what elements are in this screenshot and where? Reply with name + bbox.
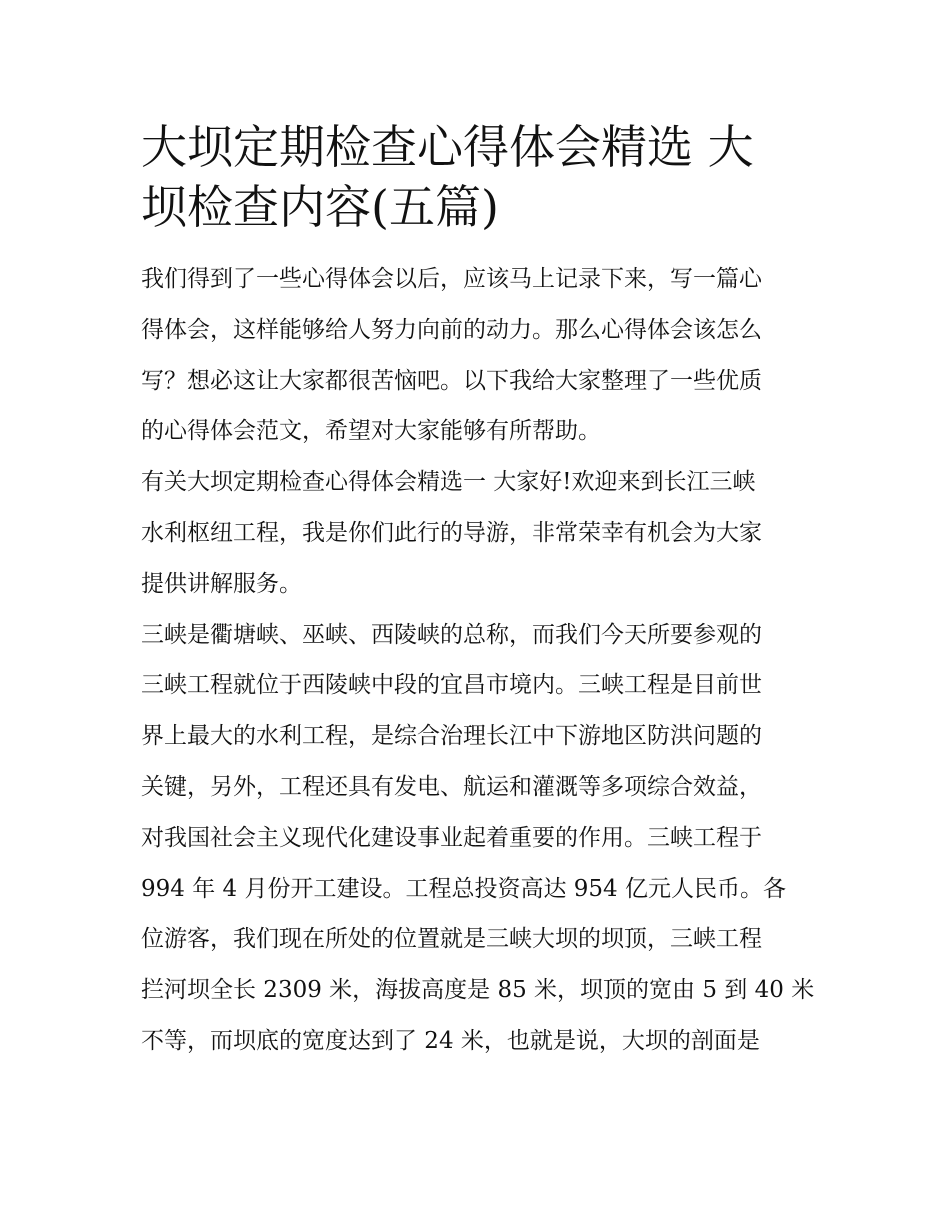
text-line: 三峡是衢塘峡、巫峡、西陵峡的总称，而我们今天所要参观的: [141, 621, 762, 648]
title-line: 大坝定期检查心得体会精选 大: [141, 120, 754, 174]
text-line: 三峡工程就位于西陵峡中段的宜昌市境内。三峡工程是目前世: [141, 672, 762, 699]
text-line: 提供讲解服务。: [141, 570, 302, 597]
text-line: 水利枢纽工程，我是你们此行的导游，非常荣幸有机会为大家: [141, 519, 762, 546]
greeting-paragraph: [141, 457, 811, 609]
document-title: [141, 117, 811, 237]
text-line: 位游客，我们现在所处的位置就是三峡大坝的坝顶，三峡工程: [141, 926, 762, 953]
text-line: 我们得到了一些心得体会以后，应该马上记录下来，写一篇心: [141, 266, 762, 292]
text-line: 拦河坝全长 2309 米，海拔高度是 85 米，坝顶的宽由 5 到 40 米: [141, 977, 815, 1004]
text-line: 有关大坝定期检查心得体会精选一 大家好!欢迎来到长江三峡: [141, 469, 756, 496]
document-body: [141, 254, 815, 1067]
text-line: 对我国社会主义现代化建设事业起着重要的作用。三峡工程于: [141, 824, 762, 851]
text-line: 得体会，这样能够给人努力向前的动力。那么心得体会该怎么: [141, 316, 762, 343]
text-line: 写？想必这让大家都很苦恼吧。以下我给大家整理了一些优质: [141, 367, 762, 394]
text-line: 的心得体会范文，希望对大家能够有所帮助。: [141, 418, 601, 445]
intro-paragraph: [141, 254, 811, 457]
text-line: 994 年 4 月份开工建设。工程总投资高达 954 亿元人民币。各: [141, 875, 786, 902]
text-line: 界上最大的水利工程，是综合治理长江中下游地区防洪问题的: [141, 723, 762, 750]
title-line: 坝检查内容(五篇): [141, 180, 499, 234]
text-line: 关键，另外，工程还具有发电、航运和灌溉等多项综合效益，: [141, 773, 762, 800]
three-gorges-paragraph: [141, 610, 815, 1067]
document-content: [141, 117, 815, 1067]
text-line: 不等，而坝底的宽度达到了 24 米，也就是说，大坝的剖面是: [141, 1027, 760, 1054]
